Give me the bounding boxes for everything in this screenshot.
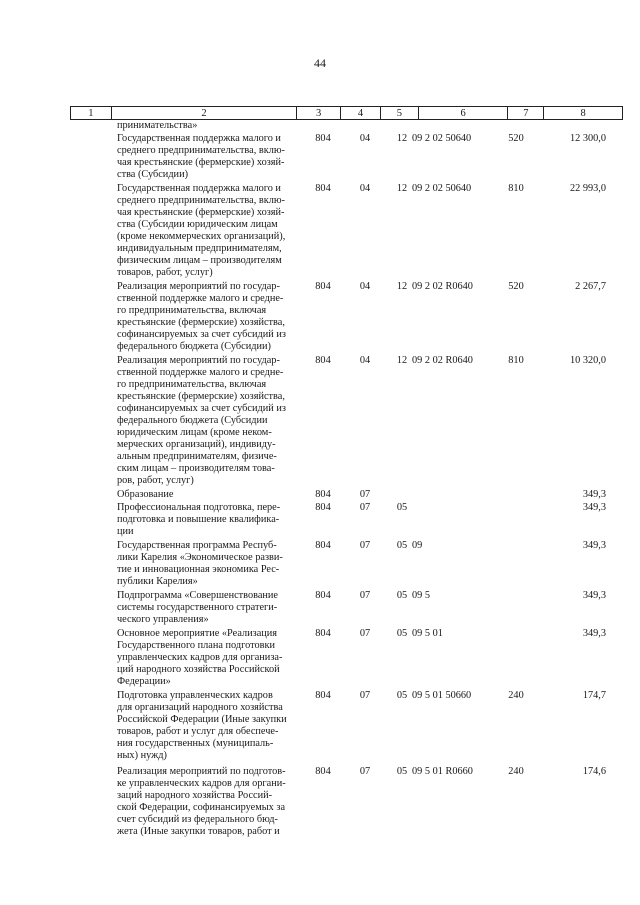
row-subsection-code: 12 <box>396 281 408 292</box>
row-expense-type: 810 <box>508 355 524 366</box>
row-target-article: 09 2 02 R0640 <box>412 281 473 292</box>
row-description: Образование <box>117 489 174 500</box>
row-section-code: 07 <box>359 690 371 701</box>
table-body <box>0 120 640 840</box>
row-ministry-code: 804 <box>315 133 331 144</box>
row-expense-type: 520 <box>508 133 524 144</box>
row-target-article: 09 <box>412 540 423 551</box>
row-ministry-code: 804 <box>315 183 331 194</box>
row-section-code: 07 <box>359 489 371 500</box>
row-amount: 174,6 <box>582 766 606 777</box>
row-subsection-code: 05 <box>396 628 408 639</box>
row-target-article: 09 5 01 <box>412 628 443 639</box>
row-target-article: 09 2 02 50640 <box>412 183 472 194</box>
row-description: Основное мероприятие «Реализация Государственного плана подготовки управленческих кадров для организа- ций народного хозяйства Российской Федерации» <box>117 628 283 687</box>
row-ministry-code: 804 <box>315 590 331 601</box>
row-amount: 349,3 <box>582 502 606 513</box>
row-description: Государственная поддержка малого и среднего предпринимательства, вклю- чая крестьянские (фермерские) хозяй- ства (Субсидии юридическим лицам (кроме некоммерческих организаций), индивидуальным предпринимателям, физическим лицам – производителям товаров, работ, услуг) <box>117 183 286 278</box>
table-row <box>0 281 640 355</box>
row-expense-type: 240 <box>508 766 524 777</box>
row-amount: 174,7 <box>582 690 606 701</box>
row-description: Государственная программа Респуб- лики Карелия «Экономическое разви- тие и инновационная экономика Рес- публики Карелия» <box>117 540 283 587</box>
row-amount: 349,3 <box>582 489 606 500</box>
row-target-article: 09 2 02 50640 <box>412 133 472 144</box>
row-section-code: 04 <box>359 183 371 194</box>
table-row <box>0 690 640 766</box>
row-description: Подпрограмма «Совершенствование системы государственного стратеги- ческого управления» <box>117 590 278 625</box>
row-target-article: 09 2 02 R0640 <box>412 355 473 366</box>
row-description: Реализация мероприятий по государ- ственной поддержке малого и средне- го предпринимательства, включая крестьянские (фермерские) хозяйства, софинансируемых за счет субсидий из федерального бюджета (Субсидии юридическим лицам (кроме неком- мерческих организаций), индивиду- альным предпринимателям, физиче- ским лицам – производителям това- ров, работ, услуг) <box>117 355 286 486</box>
table-row <box>0 590 640 628</box>
row-description: Профессиональная подготовка, пере- подготовка и повышение квалифика- ции <box>117 502 281 537</box>
row-target-article: 09 5 <box>412 590 431 601</box>
row-amount: 22 993,0 <box>569 183 606 194</box>
table-row <box>0 183 640 281</box>
table-header <box>70 106 623 120</box>
column-header-2: 2 <box>112 107 297 119</box>
row-ministry-code: 804 <box>315 628 331 639</box>
row-subsection-code: 05 <box>396 502 408 513</box>
row-subsection-code: 05 <box>396 766 408 777</box>
column-header-6: 6 <box>419 107 509 119</box>
row-amount: 349,3 <box>582 540 606 551</box>
continuation-row <box>0 120 640 133</box>
row-description: Реализация мероприятий по подготов- ке управленческих кадров для органи- заций народного хозяйства Россий- ской Федерации, софинансируемых за счет субсидий из федерального бюд- жета (Иные закупки товаров, работ и <box>117 766 286 837</box>
row-section-code: 07 <box>359 540 371 551</box>
row-ministry-code: 804 <box>315 281 331 292</box>
row-subsection-code: 05 <box>396 590 408 601</box>
row-ministry-code: 804 <box>315 690 331 701</box>
row-amount: 10 320,0 <box>569 355 606 366</box>
row-section-code: 07 <box>359 628 371 639</box>
column-header-1: 1 <box>71 107 112 119</box>
row-amount: 349,3 <box>582 628 606 639</box>
row-ministry-code: 804 <box>315 766 331 777</box>
column-header-8: 8 <box>580 108 586 119</box>
row-expense-type: 810 <box>508 183 524 194</box>
row-ministry-code: 804 <box>315 540 331 551</box>
row-amount: 349,3 <box>582 590 606 601</box>
row-expense-type: 520 <box>508 281 524 292</box>
table-row <box>0 540 640 590</box>
table-row <box>0 489 640 502</box>
row-section-code: 04 <box>359 281 371 292</box>
row-subsection-code: 05 <box>396 540 408 551</box>
column-header-7: 7 <box>508 107 544 119</box>
row-section-code: 07 <box>359 502 371 513</box>
row-ministry-code: 804 <box>315 502 331 513</box>
row-section-code: 07 <box>359 590 371 601</box>
row-expense-type: 240 <box>508 690 524 701</box>
row-target-article: 09 5 01 R0660 <box>412 766 473 777</box>
column-header-3: 3 <box>297 107 341 119</box>
row-section-code: 07 <box>359 766 371 777</box>
row-description: Государственная поддержка малого и среднего предпринимательства, вклю- чая крестьянские (фермерские) хозяй- ства (Субсидии) <box>117 133 285 180</box>
column-header-4: 4 <box>341 107 381 119</box>
page-number: 44 <box>314 56 326 70</box>
row-amount: 2 267,7 <box>575 281 606 292</box>
row-ministry-code: 804 <box>315 489 331 500</box>
row-subsection-code: 05 <box>396 690 408 701</box>
table-row <box>0 628 640 690</box>
row-amount: 12 300,0 <box>569 133 606 144</box>
row-description: Реализация мероприятий по государ- ственной поддержке малого и средне- го предпринимательства, включая крестьянские (фермерские) хозяйства, софинансируемых за счет субсидий из федерального бюджета (Субсидии) <box>117 281 286 352</box>
table-row <box>0 355 640 489</box>
table-row <box>0 502 640 540</box>
continuation-text: принимательства» <box>117 120 198 131</box>
row-target-article: 09 5 01 50660 <box>412 690 472 701</box>
column-header-5: 5 <box>381 107 419 119</box>
row-subsection-code: 12 <box>396 133 408 144</box>
row-section-code: 04 <box>359 133 371 144</box>
row-subsection-code: 12 <box>396 183 408 194</box>
row-description: Подготовка управленческих кадров для организаций народного хозяйства Российской Федерации (Иные закупки товаров, работ и услуг для обеспече- ния государственных (муниципаль- ных) нужд) <box>117 690 287 761</box>
row-section-code: 04 <box>359 355 371 366</box>
row-ministry-code: 804 <box>315 355 331 366</box>
table-row <box>0 133 640 183</box>
table-row <box>0 766 640 840</box>
row-subsection-code: 12 <box>396 355 408 366</box>
